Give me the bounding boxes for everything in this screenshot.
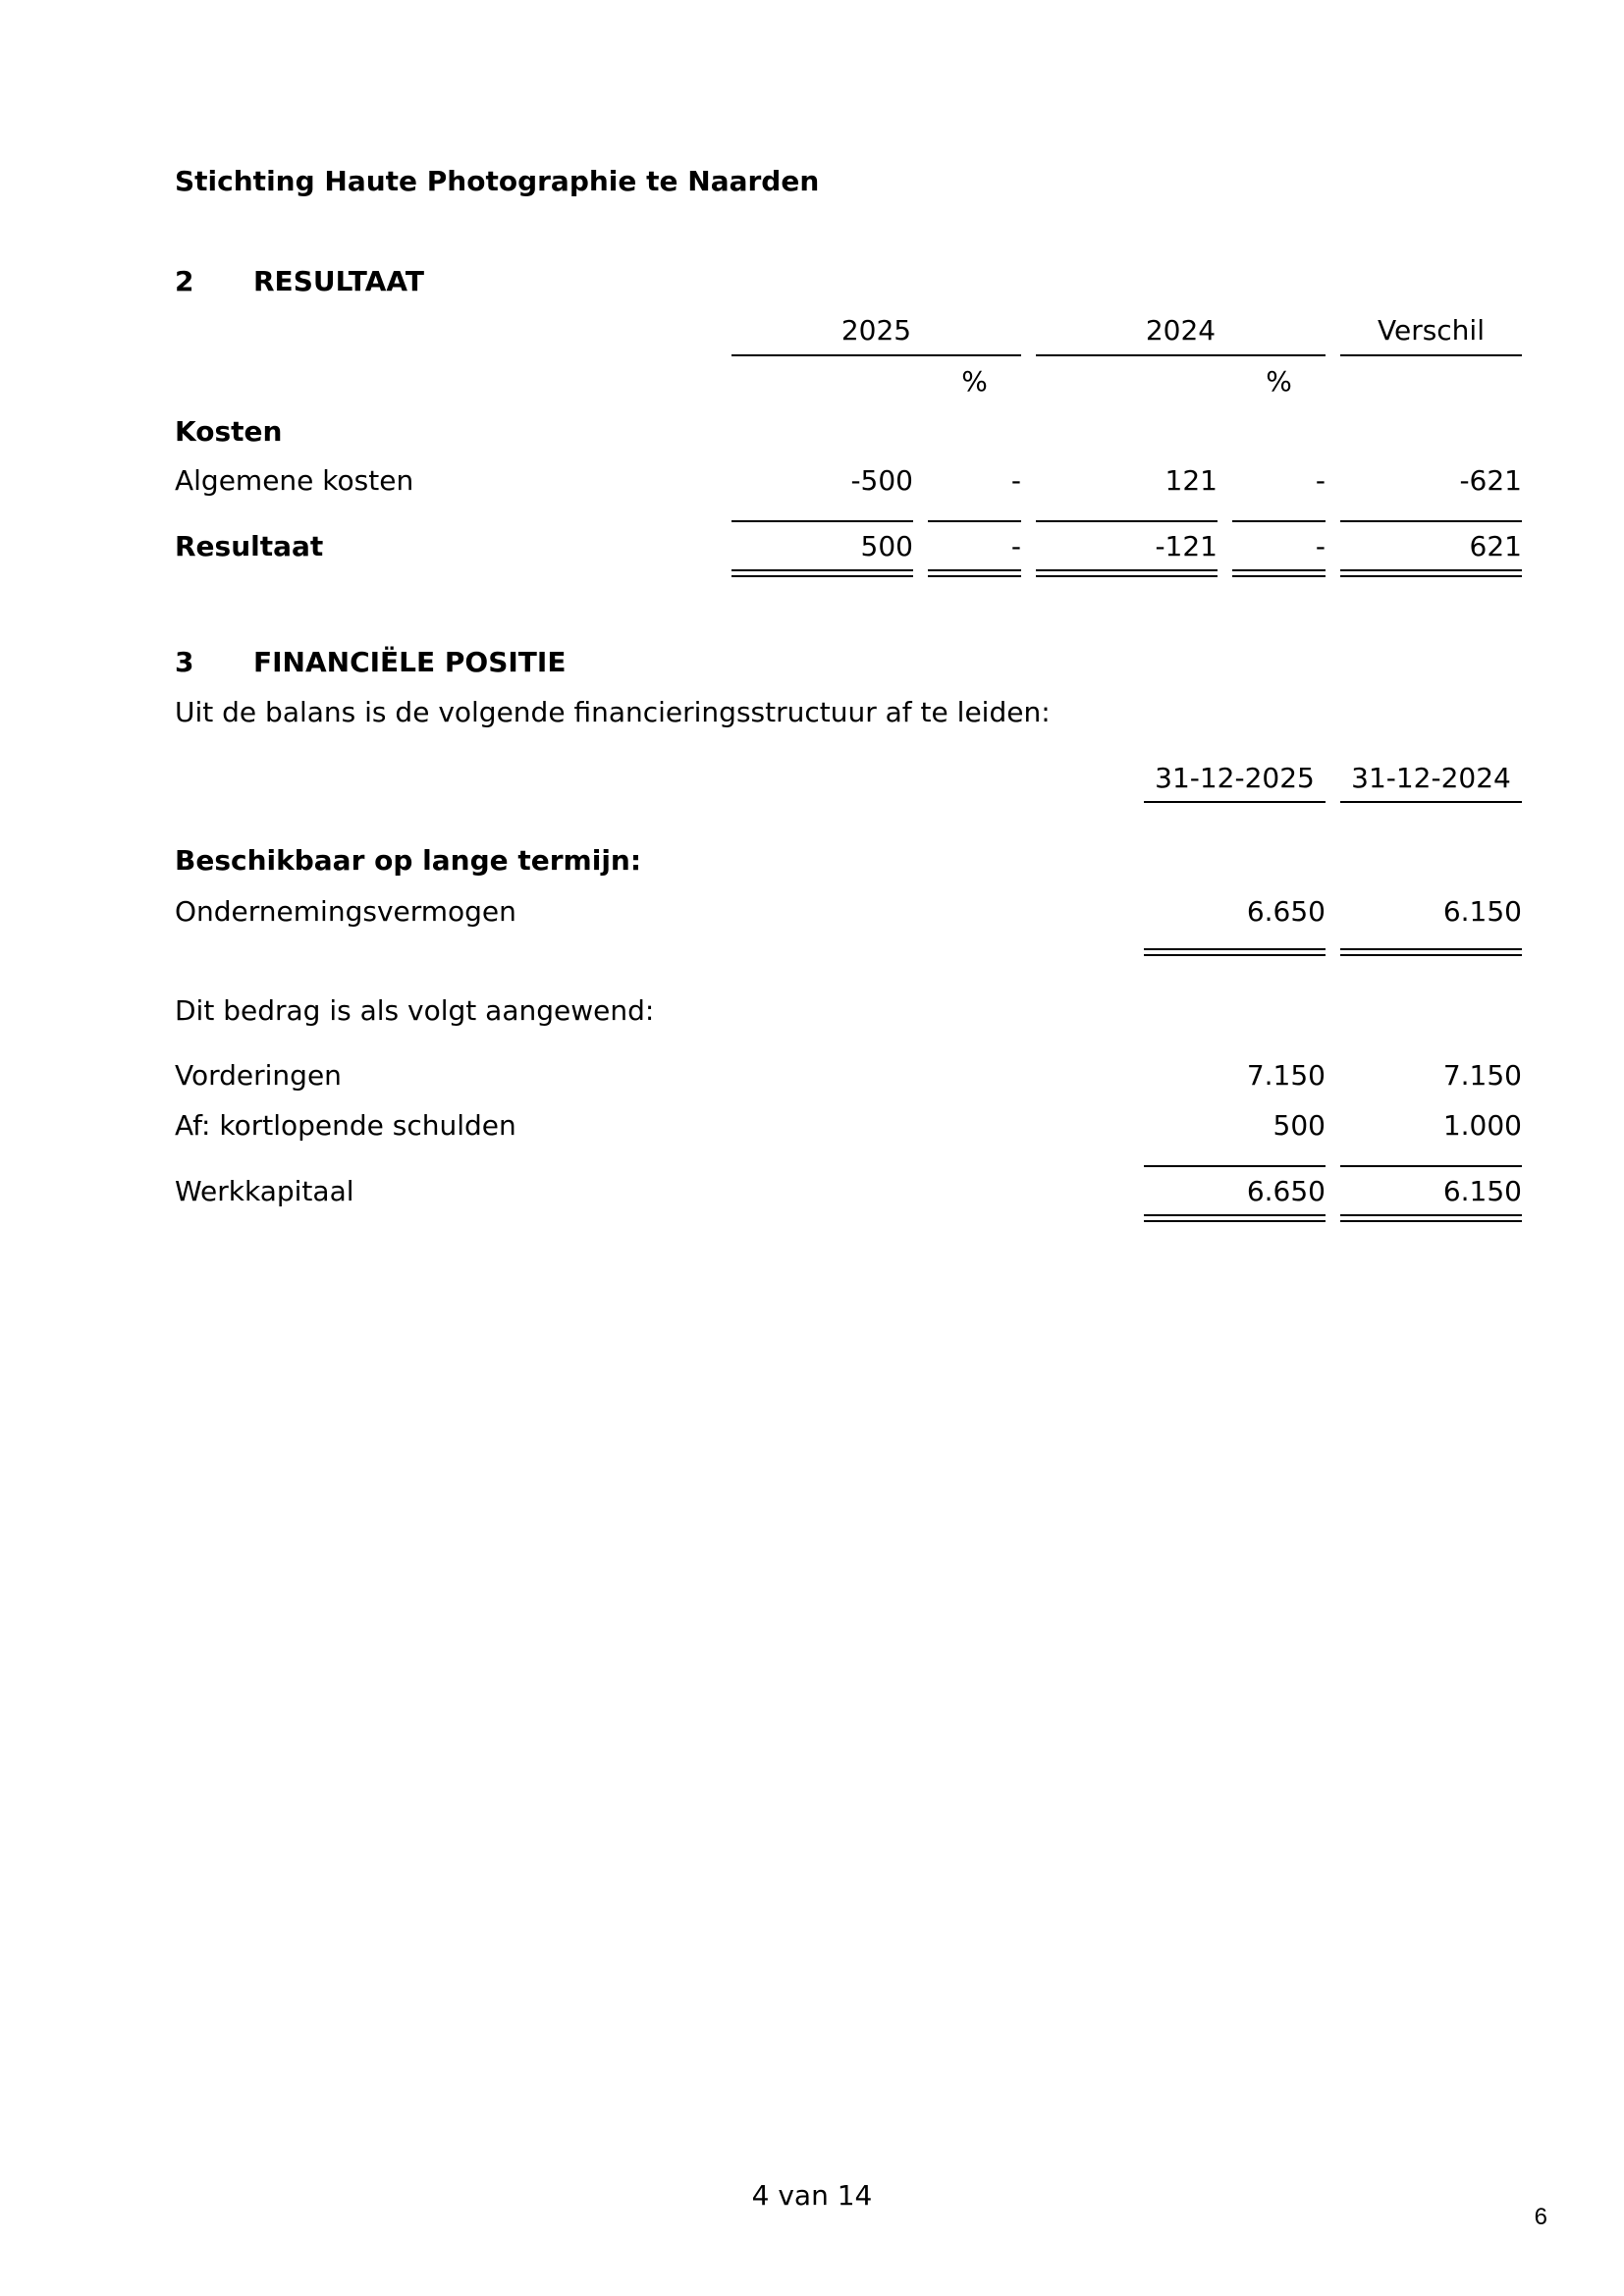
page-footer: 4 van 14: [751, 2179, 873, 2212]
column-header-2025: 2025: [840, 314, 912, 347]
kosten-heading: Kosten: [175, 415, 283, 448]
result-percent-2025: -: [1010, 530, 1021, 562]
row-label: Af: kortlopende schulden: [175, 1109, 516, 1142]
percent-header: %: [961, 365, 988, 398]
result-2025: 500: [860, 530, 913, 562]
value-2024: 1.000: [1442, 1109, 1522, 1142]
section-title: RESULTAAT: [253, 265, 424, 297]
percent-header: %: [1266, 365, 1292, 398]
percent-2025: -: [1010, 464, 1021, 497]
total-double-line: [928, 569, 1021, 577]
total-double-line: [1340, 948, 1522, 956]
page-number: 6: [1534, 2204, 1547, 2230]
applied-text: Dit bedrag is als volgt aangewend:: [175, 994, 655, 1027]
result-2024: -121: [1155, 530, 1218, 562]
value-2025: -500: [850, 464, 913, 497]
total-double-line: [1144, 948, 1326, 956]
subtotal-line: [1340, 520, 1522, 522]
section-intro: Uit de balans is de volgende financieringsstructuur af te leiden:: [175, 696, 1051, 728]
row-label: Werkkapitaal: [175, 1175, 354, 1207]
total-double-line: [1232, 569, 1326, 577]
value-2025: 500: [1272, 1109, 1326, 1142]
total-double-line: [1340, 1214, 1522, 1222]
subtotal-line: [1036, 520, 1218, 522]
total-double-line: [1340, 569, 1522, 577]
result-verschil: 621: [1469, 530, 1522, 562]
header-underline: [1036, 354, 1326, 356]
percent-2024: -: [1315, 464, 1326, 497]
subtotal-line: [731, 520, 913, 522]
header-underline: [1144, 801, 1326, 803]
section-number: 3: [175, 646, 194, 678]
total-double-line: [1036, 569, 1218, 577]
value-2025: 6.650: [1246, 895, 1326, 928]
value-2024: 6.150: [1442, 1175, 1522, 1207]
header-underline: [1340, 801, 1522, 803]
column-header-2024: 2024: [1145, 314, 1217, 347]
column-header-date-2024: 31-12-2024: [1351, 762, 1511, 794]
value-verschil: -621: [1459, 464, 1522, 497]
total-double-line: [1144, 1214, 1326, 1222]
row-label: Ondernemingsvermogen: [175, 895, 516, 928]
header-underline: [731, 354, 1021, 356]
value-2024: 7.150: [1442, 1059, 1522, 1092]
value-2025: 7.150: [1246, 1059, 1326, 1092]
column-header-date-2025: 31-12-2025: [1155, 762, 1315, 794]
long-term-heading: Beschikbaar op lange termijn:: [175, 844, 642, 877]
section-number: 2: [175, 265, 194, 297]
subtotal-line: [1144, 1165, 1326, 1167]
column-header-verschil: Verschil: [1377, 314, 1485, 347]
result-percent-2024: -: [1315, 530, 1326, 562]
total-double-line: [731, 569, 913, 577]
value-2024: 121: [1164, 464, 1218, 497]
document-header: Stichting Haute Photographie te Naarden: [175, 165, 820, 197]
subtotal-line: [1340, 1165, 1522, 1167]
result-label: Resultaat: [175, 530, 324, 562]
subtotal-line: [1232, 520, 1326, 522]
value-2024: 6.150: [1442, 895, 1522, 928]
subtotal-line: [928, 520, 1021, 522]
header-underline: [1340, 354, 1522, 356]
row-label: Algemene kosten: [175, 464, 414, 497]
row-label: Vorderingen: [175, 1059, 342, 1092]
section-title: FINANCIËLE POSITIE: [253, 646, 567, 678]
value-2025: 6.650: [1246, 1175, 1326, 1207]
